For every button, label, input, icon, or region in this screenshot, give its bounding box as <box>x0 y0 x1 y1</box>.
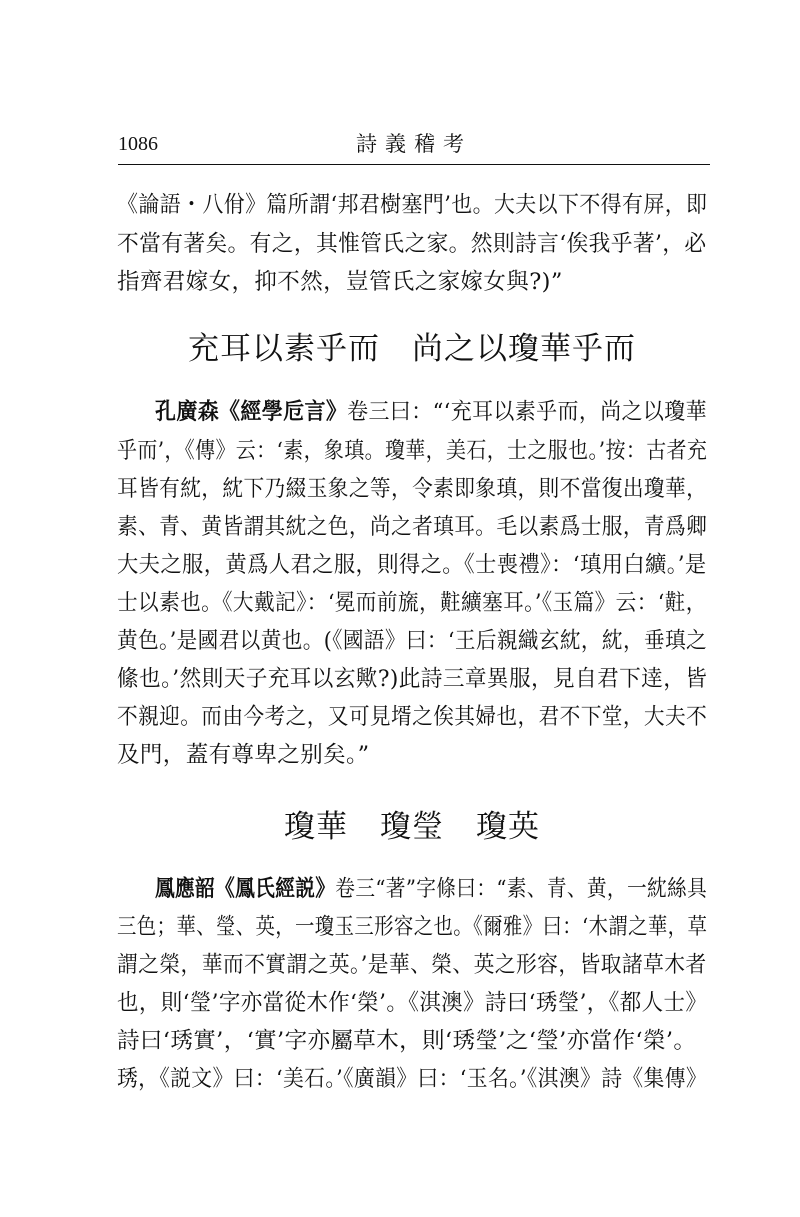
section-heading: 瓊華 瓊瑩 瓊英 <box>284 809 540 845</box>
source-title: 鳳應韶《鳳氏經説》 <box>155 876 336 902</box>
text-line: 《論語・八佾》篇所謂‘邦君樹塞門’也。大夫以下不得有屏，即 <box>117 192 708 218</box>
text-line: 三色；華、瑩、英，一瓊玉三形容之也。《爾雅》曰：‘木謂之華，草 <box>117 914 708 940</box>
running-title: 詩義稽考 <box>356 132 472 156</box>
text-line: 謂之榮，華而不實謂之英。’是華、榮、英之形容，皆取諸草木者 <box>117 952 707 978</box>
text-line <box>155 874 708 904</box>
text-line: 指齊君嫁女，抑不然，豈管氏之家嫁女與?)” <box>117 269 563 295</box>
text-line <box>155 397 707 427</box>
text-line: 乎而’，《傳》云：‘素，象瑱。瓊華，美石，士之服也。’按：古者充 <box>117 438 708 464</box>
text-line: 詩曰‘琇實’，‘實’字亦屬草木，則‘琇瑩’之‘瑩’亦當作‘榮’。 <box>117 1028 697 1054</box>
text-run: 卷三“著”字條曰：“素、青、黄，一紞絲具 <box>335 876 708 902</box>
text-line: 及門，蓋有尊卑之别矣。” <box>117 742 370 768</box>
text-line: 耳皆有紞，紞下乃綴玉象之等，令素即象瑱，則不當復出瓊華， <box>117 476 708 502</box>
text-line: 不親迎。而由今考之，又可見壻之俟其婦也，君不下堂，大夫不 <box>117 704 708 730</box>
text-line: 士以素也。《大戴記》：‘冕而前旒，黈纊塞耳。’《玉篇》云：‘黈， <box>117 590 707 616</box>
section-heading: 充耳以素乎而 尚之以瓊華乎而 <box>188 331 636 367</box>
page-header <box>118 130 710 164</box>
text-line: 絛也。’然則天子充耳以玄歟?)此詩三章異服，見自君下逹，皆 <box>117 666 708 692</box>
text-line: 素、青、黄皆謂其紞之色，尚之者瑱耳。毛以素爲士服，青爲卿 <box>117 514 708 540</box>
source-title: 孔廣森《經學卮言》 <box>155 399 348 425</box>
text-run: 卷三曰：“‘充耳以素乎而，尚之以瓊華 <box>347 399 707 425</box>
text-line: 也，則‘瑩’字亦當從木作‘榮’。《淇澳》詩曰‘琇瑩’，《都人士》 <box>117 990 708 1016</box>
header-rule <box>118 164 710 165</box>
text-line: 大夫之服，黄爲人君之服，則得之。《士喪禮》：‘瑱用白纊。’是 <box>117 552 707 578</box>
text-line: 琇，《説文》曰：‘美石。’《廣韻》曰：‘玉名。’《淇澳》詩《集傳》 <box>117 1066 708 1092</box>
page-number: 1086 <box>118 133 158 155</box>
text-line: 黄色。’是國君以黄也。(《國語》曰：‘王后親織玄紞，紞，垂瑱之 <box>117 628 708 654</box>
text-line: 不當有著矣。有之，其惟管氏之家。然則詩言‘俟我乎著’，必 <box>117 231 707 257</box>
